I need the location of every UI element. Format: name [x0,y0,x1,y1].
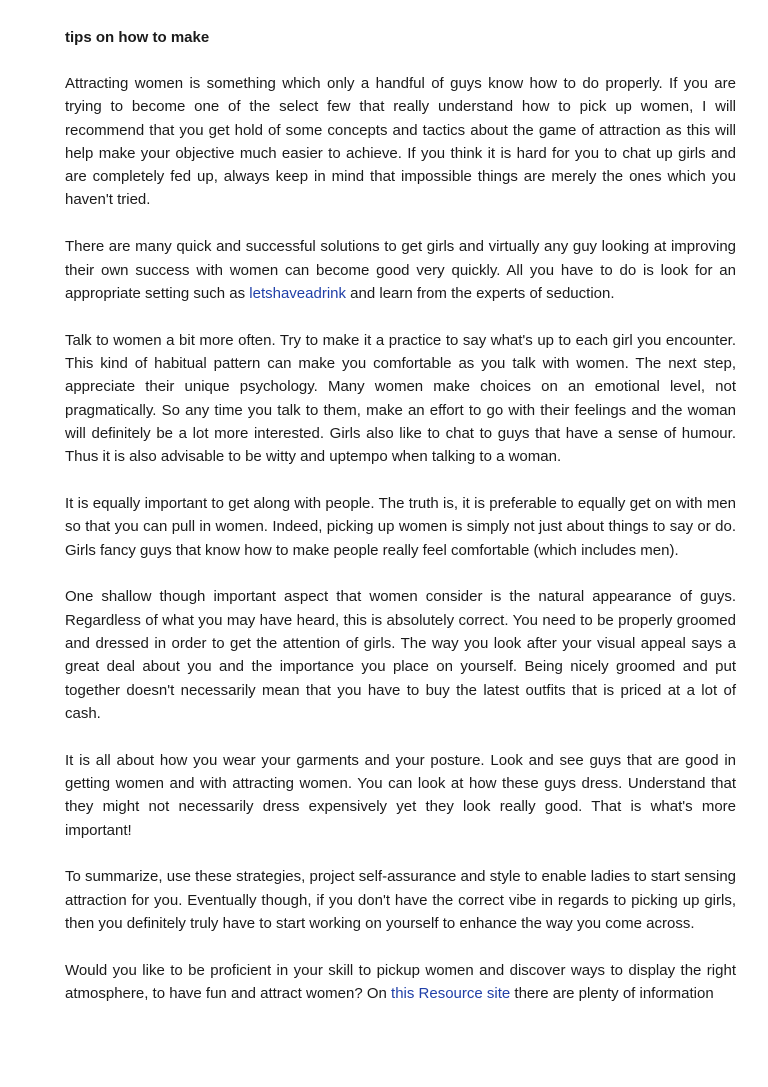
document-title: tips on how to make [65,29,210,46]
paragraph-8-text-before: Would you like to be proficient in your skill to pickup women and discover ways to display the right atmosphere, to have fun and attract women? On [65,961,736,1002]
letshaveadrink-link[interactable]: letshaveadrink [249,284,347,302]
resource-site-link[interactable]: this Resource site [391,985,511,1002]
paragraph-3: Talk to women a bit more often. Try to make it a practice to say what's up to each girl you encounter. This kind of habitual pattern can make you comfortable as you talk with women. The next step, appreciate their unique psychology. Many women make choices on an emotional level, not pragmatically. So any time you talk to them, make an effort to go with their feelings and the woman will definitely be a lot more interested. Girls also like to chat to guys that have a sense of humour. Thus it is also advisable to be witty and uptempo when talking to a woman. [65,331,736,466]
paragraph-7: To summarize, use these strategies, project self-assurance and style to enable ladies to start sensing attraction for you. Eventually though, if you don't have the correct vibe in regards to picking up girls, then you definitely truly have to start working on yourself to enhance the way you come across. [65,868,736,932]
paragraph-8-text-after: there are plenty of information [510,985,714,1002]
paragraph-4: It is equally important to get along with people. The truth is, it is preferable to equally get on with men so that you can pull in women. Indeed, picking up women is simply not just about things to say or do. Girls fancy guys that know how to make people really feel comfortable (which includes men). [65,494,736,559]
document-page [65,26,736,1029]
paragraph-2-text-after: and learn from the experts of seduction. [346,284,615,302]
paragraph-8 [65,959,736,1006]
paragraph-5: One shallow though important aspect that women consider is the natural appearance of guys. Regardless of what you may have heard, this is absolutely correct. You need to be properly groomed and dressed in order to get the attention of girls. The way you look after your visual appeal says a great deal about you and the importance you place on yourself. Being nicely groomed and put together doesn't necessarily mean that you have to buy the latest outfits that is priced at a lot of cash. [65,588,736,722]
paragraph-2-text-before: There are many quick and successful solutions to get girls and virtually any guy looking at improving their own success with women can become good very quickly. All you have to do is look for an appropriate setting such as [65,238,736,302]
paragraph-6: It is all about how you wear your garments and your posture. Look and see guys that are good in getting women and with attracting women. You can look at how these guys dress. Understand that they might not necessarily dress expensively yet they look really good. That is what's more important! [65,751,736,839]
paragraph-1: Attracting women is something which only a handful of guys know how to do properly. If you are trying to become one of the select few that really understand how to pick up women, I will recommend that you get hold of some concepts and tactics about the game of attraction as this will help make your objective much easier to achieve. If you think it is hard for you to chat up girls and are completely fed up, always keep in mind that impossible things are merely the ones which you haven't tried. [65,75,736,209]
paragraph-2 [65,235,736,305]
